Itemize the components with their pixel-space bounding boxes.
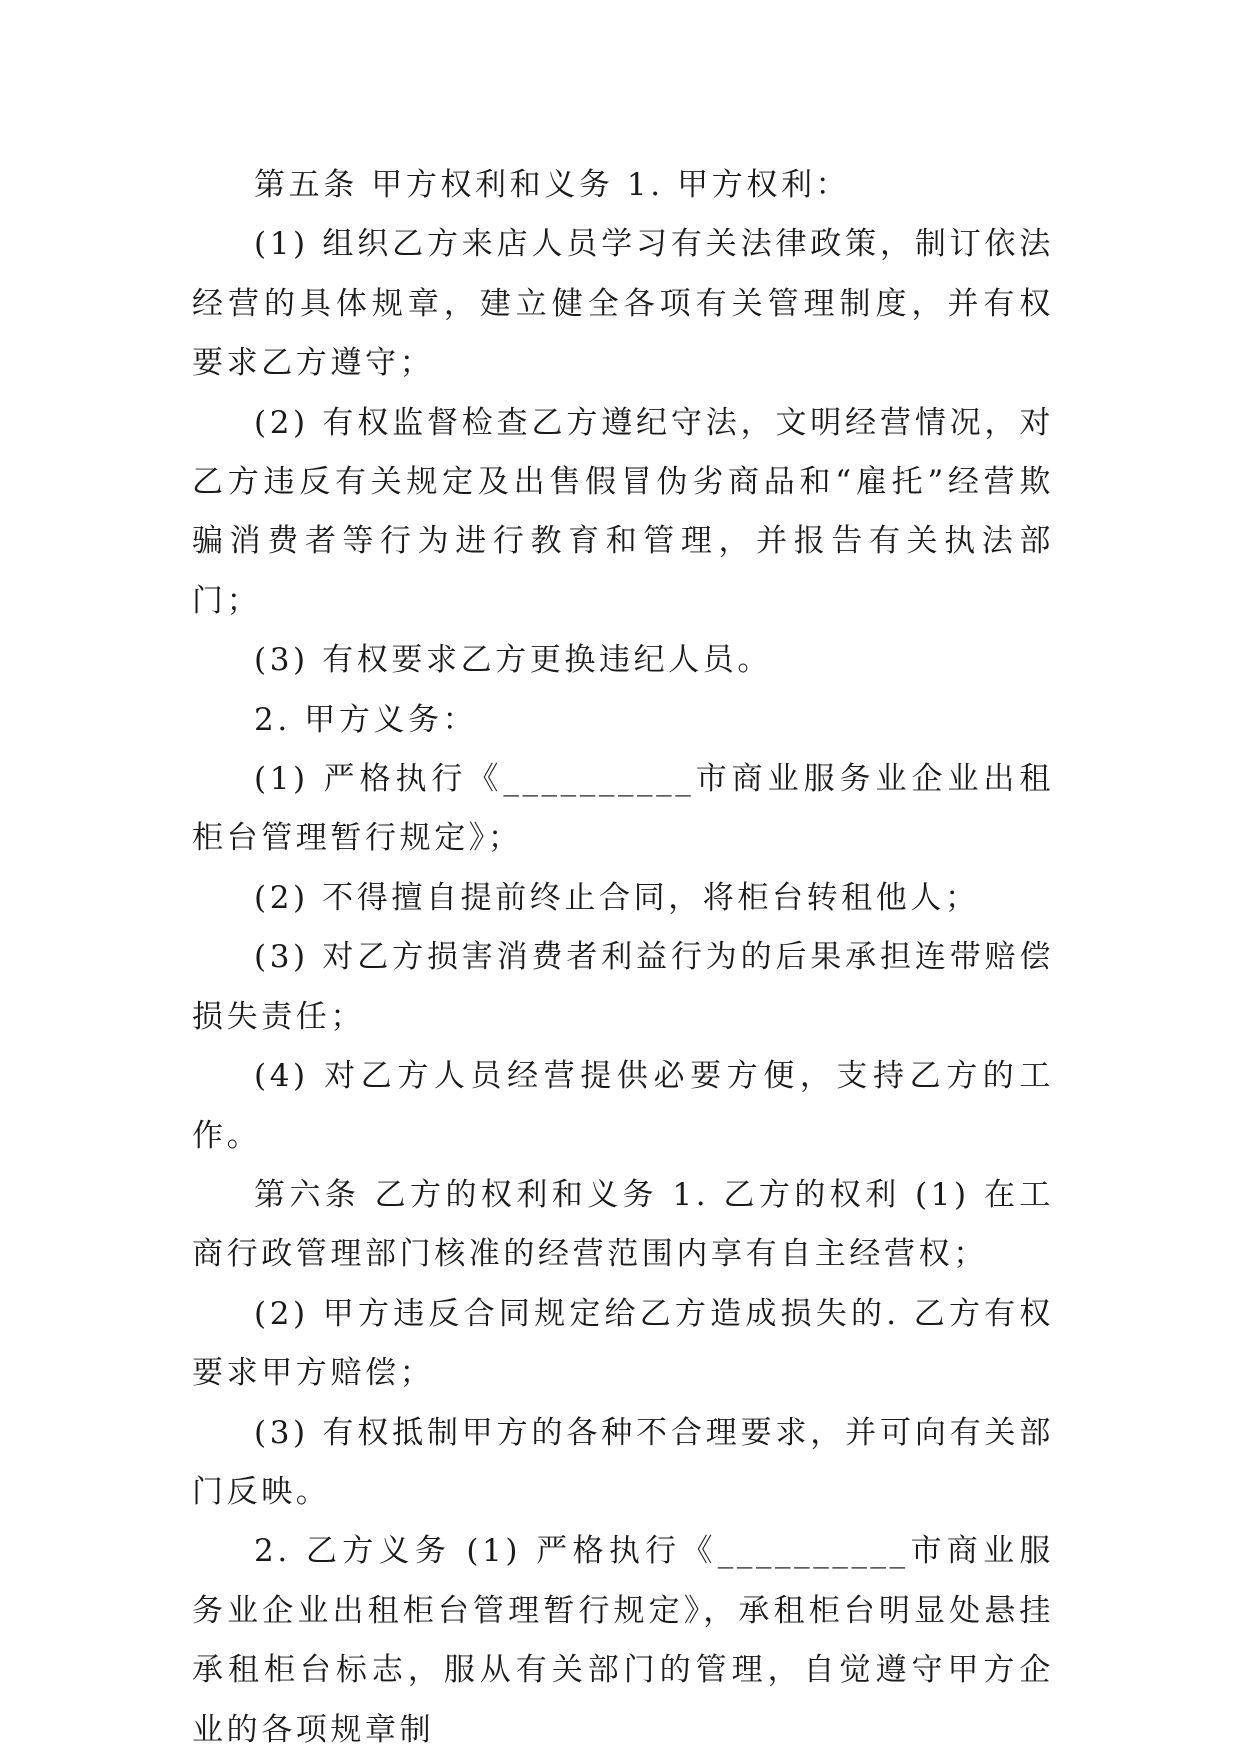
party-a-obligation-4: (4) 对乙方人员经营提供必要方便，支持乙方的工作。: [192, 1058, 1054, 1154]
party-b-right-3: (3) 有权抵制甲方的各种不合理要求，并可向有关部门反映。: [192, 1414, 1054, 1510]
party-a-obligations-heading: 2. 甲方义务：: [254, 701, 478, 738]
party-a-right-2: (2) 有权监督检查乙方遵纪守法，文明经营情况，对乙方违反有关规定及出售假冒伪劣商品和“雇托”经营欺骗消费者等行为进行教育和管理，并报告有关执法部门；: [192, 404, 1054, 619]
article-6-heading: 第六条 乙方的权利和义务 1. 乙方的权利 (1) 在工商行政管理部门核准的经营范围内享有自主经营权；: [192, 1176, 1054, 1273]
party-b-right-2: (2) 甲方违反合同规定给乙方造成损失的. 乙方有权要求甲方赔偿；: [192, 1295, 1054, 1392]
party-b-obligations: 2. 乙方义务 (1) 严格执行《__________市商业服务业企业出租柜台管理暂行规定》，承租柜台明显处悬挂承租柜台标志，服从有关部门的管理，自觉遵守甲方企业的各项规章制: [192, 1533, 1054, 1748]
party-a-obligation-1: (1) 严格执行《__________市商业服务业企业出租柜台管理暂行规定》；: [192, 761, 1054, 857]
party-a-obligation-3: (3) 对乙方损害消费者利益行为的后果承担连带赔偿损失责任；: [192, 939, 1054, 1035]
document-body: [192, 156, 1054, 1760]
article-5-heading: 第五条 甲方权利和义务 1. 甲方权利：: [254, 167, 851, 203]
party-a-right-3: (3) 有权要求乙方更换违纪人员。: [254, 642, 772, 679]
party-a-right-1: (1) 组织乙方来店人员学习有关法律政策，制订依法经营的具体规章，建立健全各项有关管理制度，并有权要求乙方遵守；: [192, 226, 1054, 382]
party-a-obligation-2: (2) 不得擅自提前终止合同，将柜台转租他人；: [254, 879, 980, 916]
